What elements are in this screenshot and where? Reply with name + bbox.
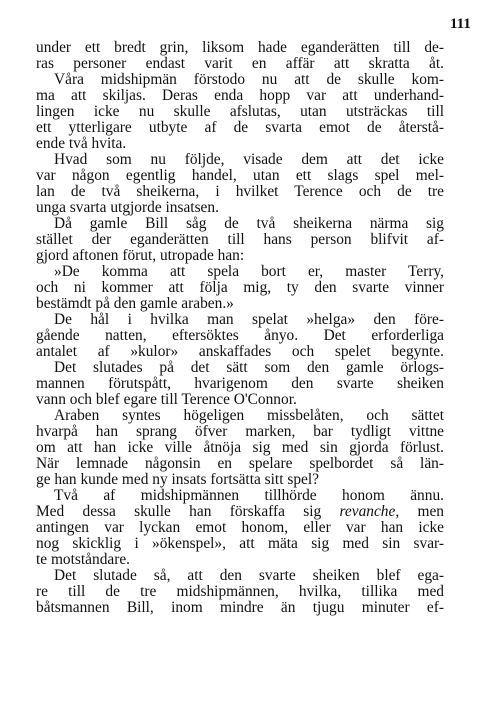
text-line-content: båtsmannen Bill, inom mindre än tjugu minuter ef-	[36, 599, 444, 616]
italic-word: revanche,	[339, 503, 400, 520]
text-line	[36, 56, 444, 72]
text-line	[36, 264, 444, 280]
text-line	[36, 520, 444, 536]
text-line-content: och ni kommer att följa mig, ty den svarte vinner	[36, 279, 444, 296]
text-line-content: ett ytterligare utbyte af de svarta emot de återstå-	[36, 119, 444, 136]
text-line-content: var någon egentlig handel, utan ett slags spel mel-	[36, 167, 444, 184]
text-line-content: under ett bredt grin, liksom hade eganderätten till de-	[36, 39, 444, 56]
text-line-content: te motståndare.	[36, 551, 131, 568]
text-line	[36, 600, 444, 616]
text-line-content: Våra midshipmän förstodo nu att de skulle kom-	[54, 71, 444, 88]
text-line	[36, 328, 444, 344]
text-line	[36, 40, 444, 56]
text-line	[36, 424, 444, 440]
text-line	[36, 168, 444, 184]
text-line-content: gjord aftonen förut, utropade han:	[36, 247, 245, 264]
text-line	[36, 472, 444, 488]
text-line-content: De hål i hvilka man spelat »helga» den före-	[54, 311, 444, 328]
text-line-tail: men	[399, 503, 444, 520]
text-line-content: antalet af »kulor» anskaffades och spelet begynte.	[36, 343, 444, 360]
text-line	[36, 504, 444, 520]
text-line-content: ras personer endast varit en affär att skratta åt.	[36, 55, 444, 72]
text-line	[36, 136, 444, 152]
text-line-content: om att han icke ville åtnöja sig med sin gjorda förlust.	[36, 439, 444, 456]
text-line	[36, 88, 444, 104]
text-line-content: antingen var lyckan emot honom, eller var han icke	[36, 519, 444, 536]
text-line	[36, 552, 444, 568]
text-line	[36, 296, 444, 312]
text-line	[36, 120, 444, 136]
text-line-content: unga svarta utgjorde insatsen.	[36, 199, 219, 216]
text-line-content: ma att skiljas. Deras enda hopp var att underhand-	[36, 87, 444, 104]
text-line-content: Det slutades på det sätt som den gamle örlogs-	[54, 359, 444, 376]
text-line	[36, 376, 444, 392]
text-line-content: mannen förutspått, hvarigenom den svarte sheiken	[36, 375, 444, 392]
text-line	[36, 360, 444, 376]
text-line	[36, 216, 444, 232]
text-line-content: hvarpå han sprang öfver marken, bar tydligt vittne	[36, 423, 444, 440]
text-line-content: Araben syntes högeligen missbelåten, och sättet	[54, 407, 444, 424]
text-line-content: lingen icke nu skulle afslutas, utan utsträckas till	[36, 103, 444, 120]
text-line-content: Två af midshipmännen tillhörde honom ännu.	[54, 487, 444, 504]
text-line-content: bestämdt på den gamle araben.»	[36, 295, 234, 312]
text-line	[36, 184, 444, 200]
text-line	[36, 456, 444, 472]
text-line	[36, 280, 444, 296]
text-line-content: ge han kunde med ny insats fortsätta sitt spel?	[36, 471, 319, 488]
text-line-content: Då gamle Bill såg de två sheikerna närma sig	[54, 215, 444, 232]
text-line-content: Med dessa skulle han förskaffa sig	[36, 503, 340, 520]
text-line-content: lan de två sheikerna, i hvilket Terence och de tre	[36, 183, 444, 200]
body-text	[36, 40, 444, 616]
text-line	[36, 568, 444, 584]
text-line	[36, 232, 444, 248]
text-line	[36, 344, 444, 360]
text-line	[36, 392, 444, 408]
text-line	[36, 104, 444, 120]
text-line	[36, 200, 444, 216]
text-line	[36, 72, 444, 88]
text-line	[36, 248, 444, 264]
text-line	[36, 536, 444, 552]
text-line-content: Det slutade så, att den svarte sheiken blef ega-	[54, 567, 444, 584]
text-line	[36, 440, 444, 456]
text-line-content: När lemnade någonsin en spelare spelbordet så län-	[36, 455, 444, 472]
text-line	[36, 488, 444, 504]
text-line-content: vann och blef egare till Terence O'Connor.	[36, 391, 297, 408]
text-line	[36, 584, 444, 600]
page-number: 111	[450, 16, 471, 32]
text-line-content: re till de tre midshipmännen, hvilka, tillika med	[36, 583, 444, 600]
text-line-content: ende två hvita.	[36, 135, 127, 152]
text-line	[36, 408, 444, 424]
text-line-content: gående natten, eftersöktes ånyo. Det erforderliga	[36, 327, 444, 344]
text-line-content: Hvad som nu följde, visade dem att det icke	[54, 151, 444, 168]
text-line-content: nog skicklig i »ökenspel», att mäta sig med sin svar-	[36, 535, 444, 552]
text-line-content: »De komma att spela bort er, master Terry,	[54, 263, 444, 280]
text-line	[36, 312, 444, 328]
text-line-content: stället der eganderätten till hans person blifvit af-	[36, 231, 444, 248]
text-line	[36, 152, 444, 168]
